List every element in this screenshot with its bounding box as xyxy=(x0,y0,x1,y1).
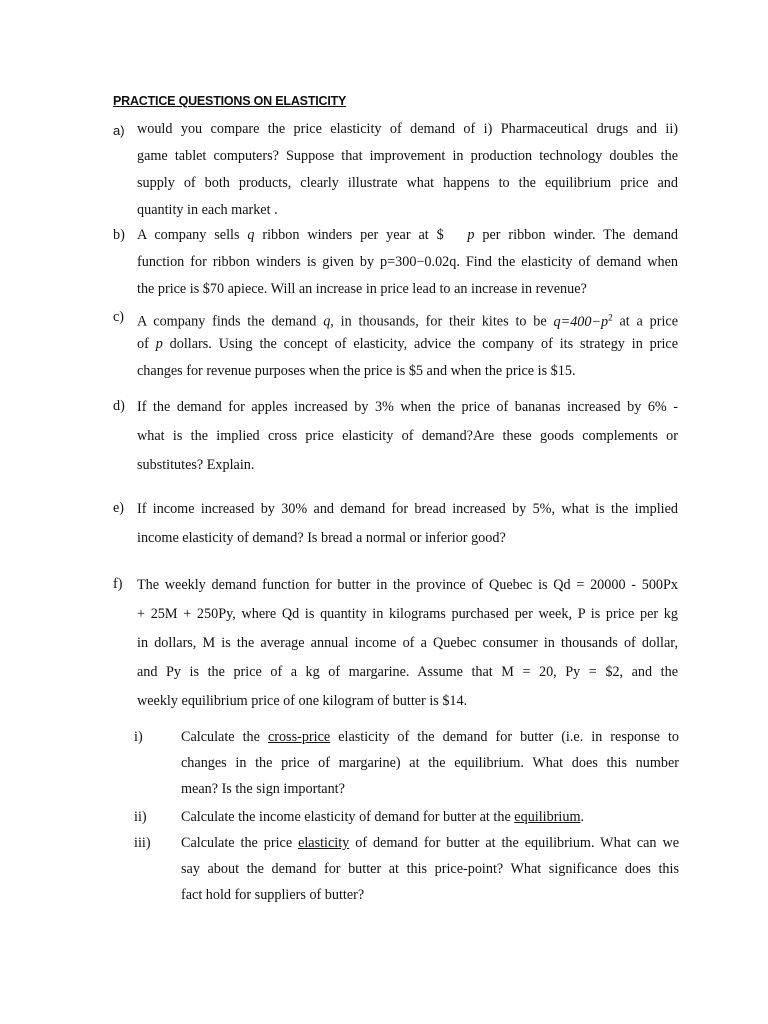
question-c-text-part: dollars. Using the concept of elasticity, advice the company of its strategy in price xyxy=(169,336,679,352)
variable-p: p xyxy=(155,336,163,352)
question-e-line: If income increased by 30% and demand for bread increased by 5%, what is the implied xyxy=(137,501,678,517)
subquestion-ii-line xyxy=(181,804,679,830)
question-d-line: what is the implied cross price elasticity of demand?Are these goods complements or xyxy=(137,428,678,444)
question-d-line: If the demand for apples increased by 3% when the price of bananas increased by 6% - xyxy=(137,399,678,415)
subquestion-iii-text-part: of demand for butter at the equilibrium. What can we xyxy=(355,835,679,851)
question-c-label: c) xyxy=(113,309,125,325)
subquestion-ii-text xyxy=(181,804,679,830)
subquestion-i-label: i) xyxy=(134,729,143,745)
variable-q: q xyxy=(247,227,255,243)
question-f-label: f) xyxy=(113,576,123,592)
question-b-text-part: A company sells xyxy=(137,227,240,243)
demand-equation xyxy=(554,314,613,330)
question-f-line: The weekly demand function for butter in the province of Quebec is Qd = 20000 - 500Px xyxy=(137,577,678,593)
question-b-line: function for ribbon winders is given by p=300−0.02q. Find the elasticity of demand when xyxy=(137,254,678,270)
question-b-line xyxy=(137,222,678,249)
question-f-text xyxy=(137,571,678,716)
subquestion-iii-text xyxy=(181,830,679,908)
subquestion-ii-text-part: Calculate the income elasticity of demand for butter at the xyxy=(181,809,511,825)
question-c-text-part: at a price xyxy=(619,313,679,330)
question-e-line: income elasticity of demand? Is bread a normal or inferior good? xyxy=(137,530,506,546)
question-f-line: in dollars, M is the average annual income of a Quebec consumer in thousands of dollar, xyxy=(137,635,678,651)
question-b-text-part: per ribbon winder. The demand xyxy=(482,227,679,243)
question-a-label: a) xyxy=(113,123,125,138)
subquestion-iii-text-part: Calculate the price xyxy=(181,835,293,851)
underlined-term: elasticity xyxy=(298,835,350,851)
subquestion-ii-text-part: . xyxy=(580,809,585,825)
question-d-line: substitutes? Explain. xyxy=(137,457,255,473)
question-b-text-part: ribbon winders per year at $ xyxy=(262,227,444,243)
question-f-line: + 25M + 250Py, where Qd is quantity in kilograms purchased per week, P is price per kg xyxy=(137,606,678,622)
question-f-line: and Py is the price of a kg of margarine. Assume that M = 20, Py = $2, and the xyxy=(137,664,678,680)
subquestion-ii-label: ii) xyxy=(134,809,147,825)
question-b-line: the price is $70 apiece. Will an increase in price lead to an increase in revenue? xyxy=(137,281,587,297)
subquestion-iii-label: iii) xyxy=(134,835,151,851)
subquestion-i-text-part: Calculate the xyxy=(181,729,260,745)
question-a-line: game tablet computers? Suppose that improvement in production technology doubles the xyxy=(137,148,678,164)
question-c-text xyxy=(137,304,678,385)
variable-q: q xyxy=(323,313,331,330)
subquestion-i-line: changes in the price of margarine) at the equilibrium. What does this number xyxy=(181,755,679,771)
subquestion-i-line xyxy=(181,724,679,750)
question-a-line: would you compare the price elasticity of demand of i) Pharmaceutical drugs and ii) xyxy=(137,121,678,137)
variable-p: p xyxy=(467,227,475,243)
subquestion-iii-line: say about the demand for butter at this price-point? What significance does this xyxy=(181,861,679,877)
question-c-line xyxy=(137,331,678,358)
question-b-label: b) xyxy=(113,227,125,243)
question-c-text-part: , in thousands, for their kites to be xyxy=(330,313,547,330)
subquestion-i-line: mean? Is the sign important? xyxy=(181,781,345,797)
subquestion-i-text xyxy=(181,724,679,802)
question-e-label: e) xyxy=(113,500,125,516)
page-title: PRACTICE QUESTIONS ON ELASTICITY xyxy=(113,94,347,108)
question-d-label: d) xyxy=(113,398,125,414)
subquestion-iii-line xyxy=(181,830,679,856)
underlined-term: equilibrium xyxy=(514,809,581,825)
question-a-text xyxy=(137,116,678,224)
question-c-line: changes for revenue purposes when the price is $5 and when the price is $15. xyxy=(137,363,576,379)
question-d-text xyxy=(137,393,678,480)
question-a-line: supply of both products, clearly illustrate what happens to the equilibrium price and xyxy=(137,175,678,191)
question-e-text xyxy=(137,495,678,553)
demand-equation-exponent: 2 xyxy=(608,312,613,322)
question-b-text xyxy=(137,222,678,303)
question-c-text-part: of xyxy=(137,336,149,352)
subquestion-i-text-part: elasticity of the demand for butter (i.e. in response to xyxy=(338,729,680,745)
question-c-text-part: A company finds the demand xyxy=(137,313,317,330)
subquestion-iii-line: fact hold for suppliers of butter? xyxy=(181,887,365,903)
question-c-line xyxy=(137,304,678,331)
underlined-term: cross-price xyxy=(267,729,331,745)
question-f-line: weekly equilibrium price of one kilogram of butter is $14. xyxy=(137,693,468,709)
demand-equation-base: q=400−p xyxy=(553,313,609,330)
question-a-line: quantity in each market . xyxy=(137,202,278,218)
